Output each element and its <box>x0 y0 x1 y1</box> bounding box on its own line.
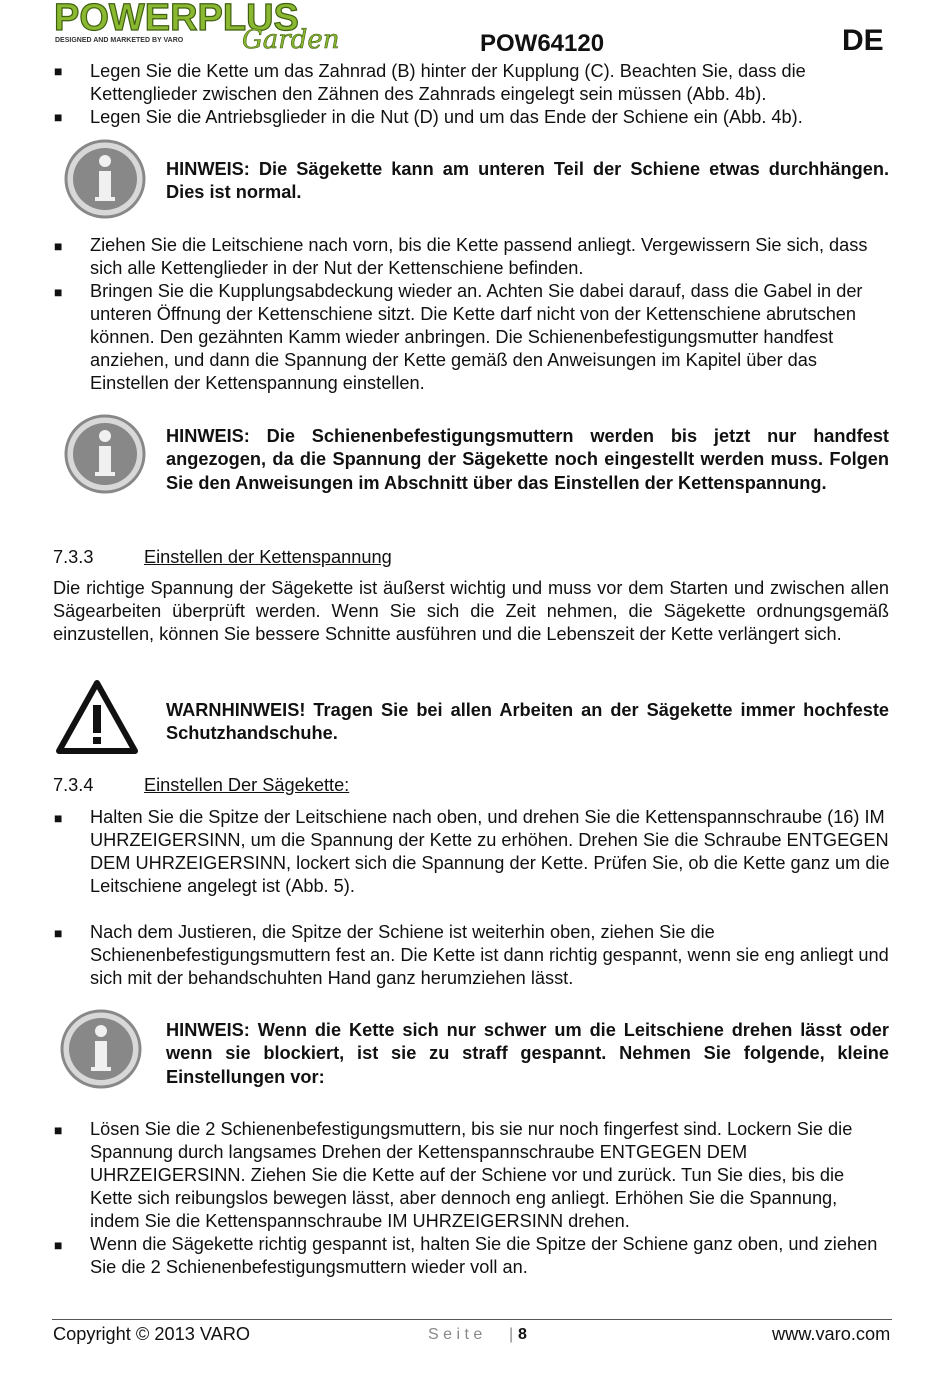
info-icon <box>64 414 146 494</box>
copyright: Copyright © 2013 VARO <box>53 1324 251 1344</box>
section-title: Einstellen Der Sägekette: <box>144 775 350 795</box>
website-link[interactable]: www.varo.com <box>772 1324 891 1344</box>
bullet-marker: ■ <box>54 925 63 941</box>
list-item: Nach dem Justieren, die Spitze der Schiene ist weiterhin oben, ziehen Sie die Schienenbefestigungsmuttern fest an. Die Kette ist dann richtig gespannt, wenn sie eng anliegt und sich mit der behandschuhten Hand ganz herumziehen lässt. <box>90 922 889 988</box>
logo-script-text: Garden <box>242 25 340 50</box>
bullet-marker: ■ <box>54 284 63 300</box>
logo-sub-text: DESIGNED AND MARKETED BY VARO <box>55 37 184 44</box>
list-item: Legen Sie die Antriebsglieder in die Nut (D) und um das Ende der Schiene ein (Abb. 4b). <box>90 107 803 127</box>
bullet-marker: ■ <box>54 238 63 254</box>
note-2: HINWEIS: Die Schienenbefestigungsmuttern werden bis jetzt nur handfest angezogen, da die Spannung der Sägekette noch eingestellt werden muss. Folgen Sie den Anweisungen im Abschnitt über das Einstellen der Kettenspannung. <box>166 426 889 493</box>
logo-main-text: POWERPLUS <box>54 0 299 39</box>
page-number: 8 <box>518 1326 527 1343</box>
section-number: 7.3.4 <box>53 775 94 795</box>
bullet-marker: ■ <box>54 109 63 125</box>
bullet-marker: ■ <box>54 63 63 79</box>
section-body: Die richtige Spannung der Sägekette ist äußerst wichtig und muss vor dem Starten und zwischen allen Sägearbeiten überprüft werden. Wenn Sie sich die Zeit nehmen, die Sägekette ordnungsgemäß einzustellen, können Sie bessere Schnitte ausführen und die Lebenszeit der Kette verlängert sich. <box>53 578 889 644</box>
info-icon <box>64 139 146 219</box>
note-3: HINWEIS: Wenn die Kette sich nur schwer um die Leitschiene drehen lässt oder wenn sie blockiert, ist sie zu straff gespannt. Nehmen Sie folgende, kleine Einstellungen vor: <box>166 1020 889 1087</box>
list-item: Bringen Sie die Kupplungsabdeckung wieder an. Achten Sie dabei darauf, dass die Gabel in der unteren Öffnung der Kettenschiene sitzt. Die Kette darf nicht von der Kettenschiene abrutschen können. Den gezähnten Kamm wieder anbringen. Die Schienenbefestigungsmutter handfest anziehen, und dann die Spannung der Kette gemäß den Anweisungen im Kapitel über das Einstellen der Kettenspannung einstellen. <box>90 281 863 393</box>
bullet-marker: ■ <box>54 810 63 826</box>
section-title: Einstellen der Kettenspannung <box>144 547 392 567</box>
language-code: DE <box>842 24 884 57</box>
list-item: Ziehen Sie die Leitschiene nach vorn, bis die Kette passend anliegt. Vergewissern Sie sich, dass sich alle Kettenglieder in der Nut der Kettenschiene befinden. <box>90 235 868 278</box>
list-item: Wenn die Sägekette richtig gespannt ist, halten Sie die Spitze der Schiene ganz oben, und ziehen Sie die 2 Schienenbefestigungsmuttern wieder voll an. <box>90 1234 878 1277</box>
list-item: Halten Sie die Spitze der Leitschiene nach oben, und drehen Sie die Kettenspannschraube (16) IM UHRZEIGERSINN, um die Spannung der Kette zu erhöhen. Drehen Sie die Schraube ENTGEGEN DEM UHRZEIGERSINN, lockert sich die Spannung der Kette. Prüfen Sie, ob die Kette ganz um die Leitschiene angelegt ist (Abb. 5). <box>90 807 890 896</box>
bullet-marker: ■ <box>54 1122 63 1138</box>
footer-divider <box>52 1319 892 1320</box>
info-icon <box>60 1009 142 1089</box>
powerplus-garden-logo <box>52 0 367 50</box>
bullet-marker: ■ <box>54 1237 63 1253</box>
section-number: 7.3.3 <box>53 547 94 567</box>
note-1: HINWEIS: Die Sägekette kann am unteren Teil der Schiene etwas durchhängen. Dies ist normal. <box>166 159 889 203</box>
list-item: Lösen Sie die 2 Schienenbefestigungsmuttern, bis sie nur noch fingerfest sind. Lockern Sie die Spannung durch langsames Drehen der Kettenspannschraube ENTGEGEN DEM UHRZEIGERSINN. Ziehen Sie die Kette auf der Schiene vor und zurück. Tun Sie dies, bis die Kette sich reibungslos bewegen lässt, aber dennoch eng anliegt. Erhöhen Sie die Spannung, indem Sie die Kettenspannschraube IM UHRZEIGERSINN drehen. <box>90 1119 853 1231</box>
warning-icon <box>55 679 139 755</box>
model-number: POW64120 <box>480 30 605 57</box>
page-label: S e i t e <box>428 1326 483 1343</box>
page-separator: | <box>509 1326 514 1343</box>
list-item: Legen Sie die Kette um das Zahnrad (B) hinter der Kupplung (C). Beachten Sie, dass die Kettenglieder zwischen den Zähnen des Zahnrads eingelegt sein müssen (Abb. 4b). <box>90 61 806 104</box>
warning-text: WARNHINWEIS! Tragen Sie bei allen Arbeiten an der Sägekette immer hochfeste Schutzhandschuhe. <box>166 700 889 744</box>
